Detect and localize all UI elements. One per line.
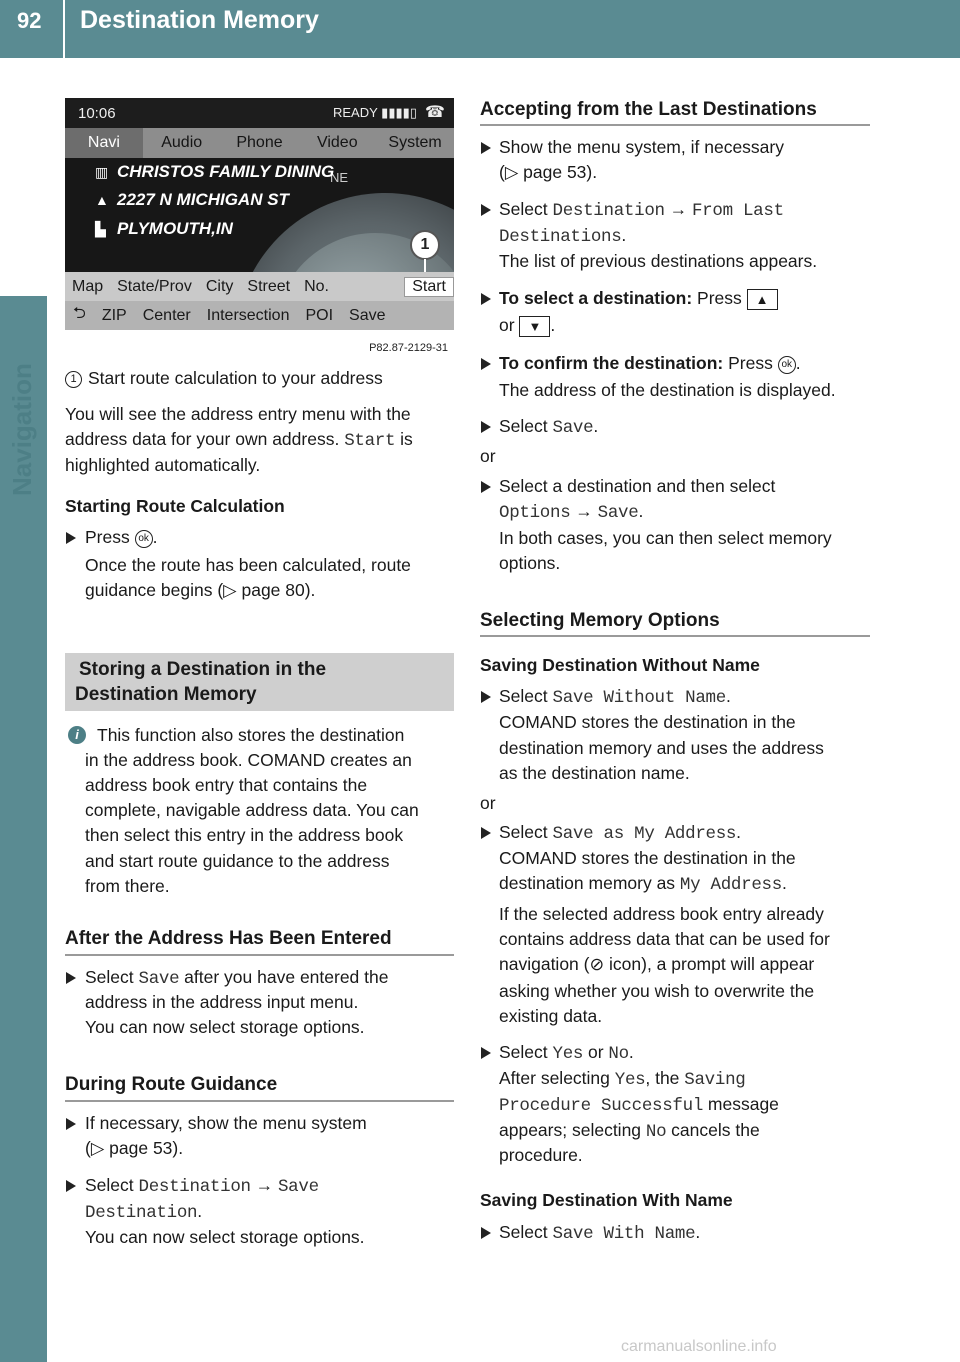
step-line <box>499 286 778 312</box>
caption-text: Start route calculation to your address <box>88 368 383 388</box>
code-procedure-successful: Procedure Successful <box>499 1096 704 1116</box>
section-heading-line: Destination Memory <box>75 684 257 705</box>
figure-caption <box>65 366 383 392</box>
address-line-street <box>95 190 289 210</box>
text: . <box>638 501 644 521</box>
code-yes: Yes <box>552 1044 584 1064</box>
text: . <box>152 527 158 547</box>
step-arrow-icon <box>66 1180 76 1192</box>
text: icon), a prompt will appear <box>604 954 815 974</box>
step-line <box>499 414 598 442</box>
heading-after-address: After the Address Has Been Entered <box>65 928 392 949</box>
text: Select <box>499 1042 553 1062</box>
navigation-icon: ⊘ <box>589 954 605 974</box>
back-icon[interactable]: ⮌ <box>73 305 86 322</box>
text: Select <box>85 1175 139 1195</box>
step-line: as the destination name. <box>499 763 690 783</box>
step-line <box>499 351 801 377</box>
text: . <box>550 315 556 335</box>
comand-screen-figure <box>65 98 454 358</box>
text: destination memory as <box>499 873 680 893</box>
step-line <box>499 871 787 899</box>
step-arrow-icon <box>481 421 491 433</box>
code-save-with-name: Save With Name <box>552 1224 696 1244</box>
step-line <box>499 1118 760 1146</box>
text: To select a destination: <box>499 288 693 308</box>
subheading-starting-route: Starting Route Calculation <box>65 496 285 516</box>
address-menu-row-2 <box>65 301 454 330</box>
callout-number: 1 <box>65 371 82 388</box>
step-arrow-icon <box>66 1118 76 1130</box>
header-divider <box>63 0 65 58</box>
subheading-without-name: Saving Destination Without Name <box>480 655 760 675</box>
code-save-as-my-address: Save as My Address <box>552 824 737 844</box>
step-arrow-icon <box>66 532 76 544</box>
step-arrow-icon <box>481 827 491 839</box>
tab-navi[interactable]: Navi <box>65 128 143 158</box>
section-heading-line: Storing a Destination in the <box>79 659 327 680</box>
code-save: Save <box>277 1177 319 1197</box>
info-line: complete, navigable address data. You can <box>85 800 419 820</box>
text: . <box>695 1222 701 1242</box>
or-text: or <box>480 446 496 466</box>
code-destination: Destination <box>138 1177 251 1197</box>
tab-audio[interactable]: Audio <box>161 134 203 151</box>
ok-button-icon: ok <box>778 356 796 374</box>
step-line <box>499 952 814 978</box>
callout-marker: 1 <box>410 230 440 260</box>
step-line <box>85 525 157 551</box>
step-line: address in the address input menu. <box>85 992 359 1012</box>
address-menu-row <box>65 272 454 301</box>
menu-center[interactable]: Center <box>142 306 191 324</box>
arrow: → <box>664 199 692 219</box>
info-line: in the address book. COMAND creates an <box>85 750 412 770</box>
step-line: You can now select storage options. <box>85 1017 365 1037</box>
step-arrow-icon <box>481 1227 491 1239</box>
text: , the <box>645 1068 685 1088</box>
menu-zip[interactable]: ZIP <box>101 306 127 324</box>
info-line: from there. <box>85 876 170 896</box>
step-line: options. <box>499 553 561 573</box>
phone-icon: ☎ <box>425 104 445 121</box>
text: Press <box>723 353 778 373</box>
step-line <box>499 197 784 225</box>
step-line: COMAND stores the destination in the <box>499 712 796 732</box>
arrow: → <box>570 501 598 521</box>
text: or <box>499 315 520 335</box>
text: To confirm the destination: <box>499 353 724 373</box>
step-line <box>499 1066 746 1094</box>
text: Press <box>85 527 135 547</box>
step-arrow-icon <box>66 972 76 984</box>
code-from-last: From Last <box>691 201 784 221</box>
text: message <box>703 1094 779 1114</box>
section-title: Destination Memory <box>80 6 319 34</box>
step-line <box>499 684 731 712</box>
figure-id: P82.87-2129-31 <box>369 342 448 354</box>
info-icon: i <box>68 726 86 744</box>
tab-phone[interactable]: Phone <box>236 134 283 151</box>
step-arrow-icon <box>481 293 491 305</box>
code-destination: Destination <box>552 201 665 221</box>
paragraph-line <box>65 427 413 455</box>
menu-state-prov[interactable]: State/Prov <box>117 277 192 295</box>
step-line: COMAND stores the destination in the <box>499 848 796 868</box>
text: Select <box>499 199 553 219</box>
step-line <box>499 1040 634 1068</box>
menu-save[interactable]: Save <box>349 306 386 324</box>
heading-rule <box>480 635 870 637</box>
code-save: Save <box>552 418 594 438</box>
menu-poi[interactable]: POI <box>305 306 334 324</box>
text: or <box>583 1042 609 1062</box>
side-tab-gap <box>0 58 47 296</box>
code-destinations: Destinations <box>499 227 622 247</box>
step-line <box>85 1173 319 1201</box>
step-line <box>499 1220 700 1248</box>
step-line: Select a destination and then select <box>499 476 776 496</box>
menu-number[interactable]: No. <box>304 277 329 295</box>
subheading-with-name: Saving Destination With Name <box>480 1190 733 1210</box>
city-icon: ▙ <box>95 221 106 237</box>
ok-button-icon: ok <box>135 530 153 548</box>
step-line: destination memory and uses the address <box>499 738 824 758</box>
step-line <box>499 313 555 339</box>
text: Select <box>499 822 553 842</box>
code-my-address: My Address <box>679 875 782 895</box>
text: Select <box>85 967 139 987</box>
watermark: carmanualsonline.info <box>621 1338 777 1355</box>
or-text: or <box>480 793 496 813</box>
status-bar <box>65 98 454 128</box>
text: . <box>781 873 787 893</box>
text: cancels the <box>666 1120 760 1140</box>
code-start: Start <box>344 431 396 451</box>
step-line: (▷ page 53). <box>499 162 598 182</box>
tab-video[interactable]: Video <box>316 134 358 151</box>
code-options: Options <box>499 503 571 523</box>
step-line: guidance begins (▷ page 80). <box>85 580 316 600</box>
menu-street[interactable]: Street <box>247 277 291 295</box>
heading-memory-options: Selecting Memory Options <box>480 610 720 631</box>
code-save-without-name: Save Without Name <box>552 688 726 708</box>
info-line: then select this entry in the address book <box>85 825 404 845</box>
step-line: You can now select storage options. <box>85 1227 365 1247</box>
address-text: PLYMOUTH,IN <box>117 219 233 238</box>
heading-during-guidance: During Route Guidance <box>65 1074 278 1095</box>
menu-start[interactable]: Start <box>404 277 454 297</box>
step-line: procedure. <box>499 1145 583 1165</box>
menu-city[interactable]: City <box>205 277 234 295</box>
code-no: No <box>608 1044 629 1064</box>
step-line: Once the route has been calculated, route <box>85 555 411 575</box>
main-menu-bar <box>65 128 454 158</box>
text: . <box>197 1201 203 1221</box>
text: . <box>795 353 801 373</box>
step-line: (▷ page 53). <box>85 1138 184 1158</box>
step-line: contains address data that can be used for <box>499 929 830 949</box>
step-line: If the selected address book entry already <box>499 904 824 924</box>
address-text: 2227 N MICHIGAN ST <box>117 190 289 209</box>
text: appears; selecting <box>499 1120 646 1140</box>
text: . <box>725 686 731 706</box>
step-line: In both cases, you can then select memory <box>499 528 832 548</box>
text: After selecting <box>499 1068 615 1088</box>
up-arrow-key-icon: ▲ <box>747 289 778 310</box>
tab-system[interactable]: System <box>388 134 442 151</box>
menu-map[interactable]: Map <box>72 277 104 295</box>
step-line: Show the menu system, if necessary <box>499 137 784 157</box>
poi-icon: ▥ <box>95 164 109 180</box>
step-line <box>499 223 626 251</box>
text: . <box>593 416 599 436</box>
arrow: → <box>250 1175 278 1195</box>
screen-display <box>65 98 454 330</box>
text: navigation ( <box>499 954 590 974</box>
ready-status: READY ▮▮▮▮▯ <box>333 105 417 120</box>
step-line <box>499 499 643 527</box>
heading-accepting-last: Accepting from the Last Destinations <box>480 99 817 120</box>
step-line: asking whether you wish to overwrite the <box>499 981 815 1001</box>
info-line: This function also stores the destination <box>97 725 405 745</box>
text: address data for your own address. <box>65 429 345 449</box>
text: Select <box>499 416 553 436</box>
step-line: If necessary, show the menu system <box>85 1113 367 1133</box>
step-line: The list of previous destinations appears. <box>499 251 818 271</box>
text: is <box>395 429 413 449</box>
text: . <box>736 822 742 842</box>
info-line: and start route guidance to the address <box>85 851 390 871</box>
text: Select <box>499 686 553 706</box>
paragraph-line: You will see the address entry menu with the <box>65 404 411 424</box>
step-line <box>85 965 388 993</box>
menu-intersection[interactable]: Intersection <box>206 306 290 324</box>
address-line-name <box>95 162 334 182</box>
code-yes: Yes <box>614 1070 646 1090</box>
text: Press <box>692 288 747 308</box>
code-save: Save <box>597 503 639 523</box>
heading-rule <box>480 124 870 126</box>
info-line: address book entry that contains the <box>85 775 368 795</box>
step-arrow-icon <box>481 691 491 703</box>
step-line <box>499 820 741 848</box>
step-arrow-icon <box>481 481 491 493</box>
text: Select <box>499 1222 553 1242</box>
address-line-city <box>95 219 233 239</box>
side-tab-label: Navigation <box>7 363 37 496</box>
paragraph-line: highlighted automatically. <box>65 455 261 475</box>
page-number: 92 <box>17 8 42 33</box>
step-line <box>499 1092 779 1120</box>
step-arrow-icon <box>481 142 491 154</box>
clock: 10:06 <box>78 105 116 122</box>
step-line: The address of the destination is displayed. <box>499 380 836 400</box>
code-no: No <box>645 1122 667 1142</box>
step-line <box>85 1199 202 1227</box>
heading-rule <box>65 954 454 956</box>
compass-direction: NE <box>330 170 349 185</box>
step-arrow-icon <box>481 1047 491 1059</box>
step-arrow-icon <box>481 358 491 370</box>
street-icon: ▲ <box>95 192 109 208</box>
address-text: CHRISTOS FAMILY DINING <box>117 162 335 181</box>
code-save: Save <box>138 969 180 989</box>
text: after you have entered the <box>179 967 389 987</box>
heading-rule <box>65 1100 454 1102</box>
down-arrow-key-icon: ▼ <box>519 316 550 337</box>
step-arrow-icon <box>481 204 491 216</box>
code-destination: Destination <box>85 1203 198 1223</box>
code-saving: Saving <box>684 1070 746 1090</box>
text: . <box>628 1042 634 1062</box>
step-line: existing data. <box>499 1006 603 1026</box>
text: . <box>621 225 627 245</box>
